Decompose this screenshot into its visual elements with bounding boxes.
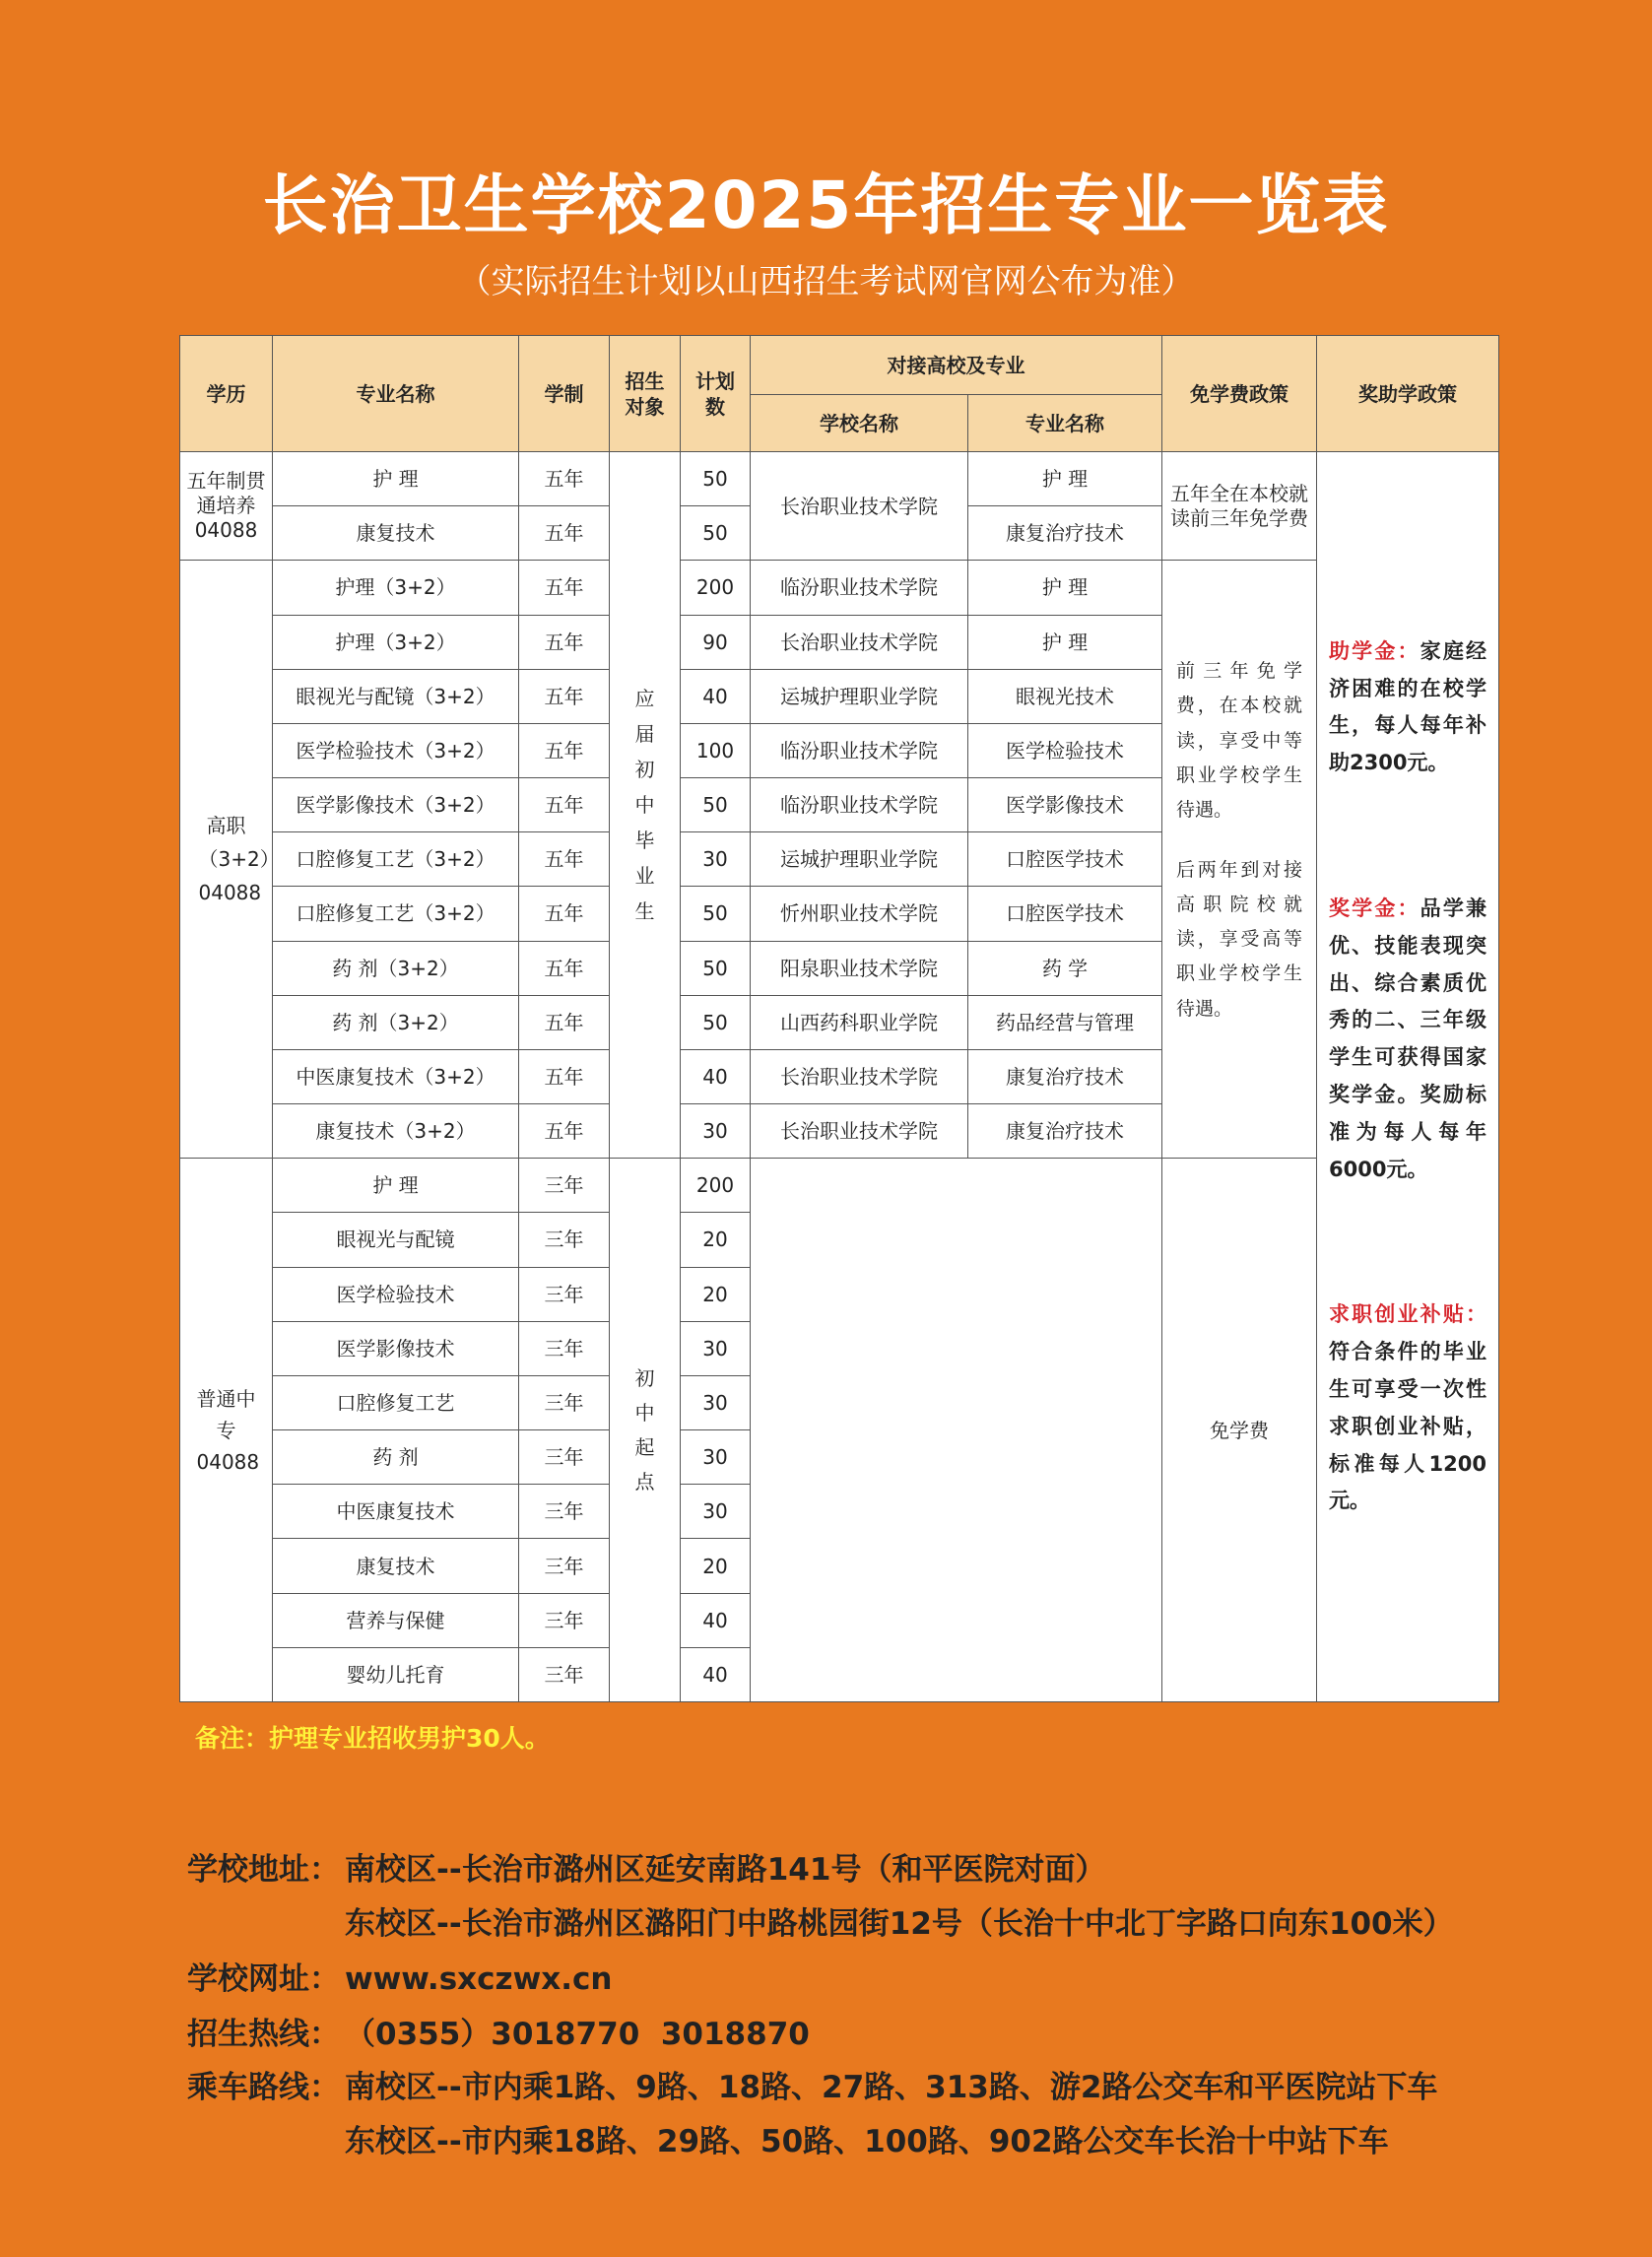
years-cell: 五年 <box>519 778 610 832</box>
partner-major-cell: 口腔医学技术 <box>968 832 1162 887</box>
years-cell: 五年 <box>519 832 610 887</box>
target-cell: 应届初中毕业生 <box>610 452 681 1159</box>
bus-line-1 <box>187 2062 1437 2106</box>
years-cell: 五年 <box>519 669 610 723</box>
website-label: 学校网址： <box>187 1961 340 1997</box>
partner-major-cell: 药品经营与管理 <box>968 995 1162 1049</box>
school-cell: 临汾职业技术学院 <box>751 723 968 777</box>
plan-cell: 30 <box>681 1104 751 1159</box>
plan-cell: 40 <box>681 1593 751 1647</box>
hotline-line <box>187 2009 810 2053</box>
school-cell: 长治职业技术学院 <box>751 615 968 669</box>
years-cell: 三年 <box>519 1430 610 1485</box>
years-cell: 三年 <box>519 1647 610 1701</box>
partner-major-cell: 康复治疗技术 <box>968 1049 1162 1103</box>
partner-major-cell: 护 理 <box>968 561 1162 615</box>
plan-cell: 50 <box>681 887 751 941</box>
plan-cell: 50 <box>681 778 751 832</box>
major-cell: 口腔修复工艺（3+2） <box>273 887 519 941</box>
header-partner: 对接高校及专业 <box>751 336 1162 395</box>
plan-cell: 50 <box>681 506 751 561</box>
major-cell: 康复技术 <box>273 506 519 561</box>
header-school: 学校名称 <box>751 395 968 452</box>
page-subtitle: （实际招生计划以山西招生考试网官网公布为准） <box>457 262 1195 301</box>
years-cell: 五年 <box>519 723 610 777</box>
header-length: 学制 <box>519 336 610 452</box>
plan-cell: 30 <box>681 1430 751 1485</box>
address-line-1 <box>187 1844 1105 1889</box>
header-partner-major: 专业名称 <box>968 395 1162 452</box>
major-cell: 医学检验技术（3+2） <box>273 723 519 777</box>
years-cell: 三年 <box>519 1213 610 1267</box>
major-cell: 康复技术（3+2） <box>273 1104 519 1159</box>
website-link[interactable]: www.sxczwx.cn <box>345 1961 613 1997</box>
school-cell: 山西药科职业学院 <box>751 995 968 1049</box>
years-cell: 五年 <box>519 506 610 561</box>
years-cell: 三年 <box>519 1159 610 1213</box>
free-policy-cell: 五年全在本校就读前三年免学费 <box>1162 452 1317 561</box>
plan-cell: 40 <box>681 1647 751 1701</box>
major-cell: 护理（3+2） <box>273 615 519 669</box>
years-cell: 三年 <box>519 1485 610 1539</box>
enrollment-table <box>179 335 1499 1702</box>
address-label: 学校地址： <box>187 1852 340 1888</box>
plan-cell: 50 <box>681 995 751 1049</box>
plan-cell: 100 <box>681 723 751 777</box>
years-cell: 五年 <box>519 1049 610 1103</box>
partner-major-cell: 护 理 <box>968 452 1162 506</box>
major-cell: 口腔修复工艺（3+2） <box>273 832 519 887</box>
years-cell: 五年 <box>519 615 610 669</box>
plan-cell: 200 <box>681 561 751 615</box>
bus-east: 东校区--市内乘18路、29路、50路、100路、902路公交车长治十中站下车 <box>345 2124 1389 2159</box>
plan-cell: 20 <box>681 1267 751 1321</box>
plan-cell: 50 <box>681 941 751 995</box>
plan-cell: 40 <box>681 669 751 723</box>
plan-cell: 90 <box>681 615 751 669</box>
free-policy-cell: 前三年免学费，在本校就读，享受中等职业学校学生待遇。 后两年到对接高职院校就读，享受高等职业学校学生待遇。 <box>1162 561 1317 1159</box>
address-south: 南校区--长治市潞州区延安南路141号（和平医院对面） <box>345 1852 1106 1888</box>
group-label: 高职（3+2）04088 <box>180 561 273 1159</box>
major-cell: 医学影像技术 <box>273 1321 519 1375</box>
partner-major-cell: 护 理 <box>968 615 1162 669</box>
plan-cell: 20 <box>681 1539 751 1593</box>
plan-cell: 50 <box>681 452 751 506</box>
major-cell: 护 理 <box>273 452 519 506</box>
years-cell: 五年 <box>519 995 610 1049</box>
address-line-2 <box>187 1898 1454 1943</box>
partner-major-cell: 康复治疗技术 <box>968 1104 1162 1159</box>
major-cell: 药 剂（3+2） <box>273 941 519 995</box>
page-title: 长治卫生学校2025年招生专业一览表 <box>262 167 1390 243</box>
target-cell: 初中起点 <box>610 1159 681 1702</box>
partner-major-cell: 医学检验技术 <box>968 723 1162 777</box>
header-major: 专业名称 <box>273 336 519 452</box>
free-policy-cell: 免学费 <box>1162 1159 1317 1702</box>
major-cell: 中医康复技术 <box>273 1485 519 1539</box>
header-plan: 计划数 <box>681 336 751 452</box>
group-label: 普通中专04088 <box>180 1159 273 1702</box>
address-east: 东校区--长治市潞州区潞阳门中路桃园街12号（长治十中北丁字路口向东100米） <box>345 1906 1454 1942</box>
school-cell: 临汾职业技术学院 <box>751 561 968 615</box>
plan-cell: 30 <box>681 1375 751 1429</box>
major-cell: 药 剂（3+2） <box>273 995 519 1049</box>
major-cell: 护 理 <box>273 1159 519 1213</box>
major-cell: 医学影像技术（3+2） <box>273 778 519 832</box>
years-cell: 五年 <box>519 1104 610 1159</box>
header-free: 免学费政策 <box>1162 336 1317 452</box>
school-cell: 忻州职业技术学院 <box>751 887 968 941</box>
plan-cell: 40 <box>681 1049 751 1103</box>
plan-cell: 30 <box>681 1321 751 1375</box>
school-cell: 长治职业技术学院 <box>751 452 968 561</box>
school-cell: 阳泉职业技术学院 <box>751 941 968 995</box>
years-cell: 五年 <box>519 887 610 941</box>
partner-major-cell: 医学影像技术 <box>968 778 1162 832</box>
plan-cell: 200 <box>681 1159 751 1213</box>
major-cell: 营养与保健 <box>273 1593 519 1647</box>
school-cell: 运城护理职业学院 <box>751 832 968 887</box>
bus-label: 乘车路线： <box>187 2070 340 2105</box>
header-edu: 学历 <box>180 336 273 452</box>
school-cell: 运城护理职业学院 <box>751 669 968 723</box>
partner-major-cell: 眼视光技术 <box>968 669 1162 723</box>
header-target: 招生对象 <box>610 336 681 452</box>
website-line <box>187 1954 612 1998</box>
major-cell: 中医康复技术（3+2） <box>273 1049 519 1103</box>
major-cell: 护理（3+2） <box>273 561 519 615</box>
major-cell: 康复技术 <box>273 1539 519 1593</box>
school-cell: 临汾职业技术学院 <box>751 778 968 832</box>
partner-major-cell: 康复治疗技术 <box>968 506 1162 561</box>
hotline-number: （0355）3018770 3018870 <box>345 2017 810 2052</box>
school-cell: 长治职业技术学院 <box>751 1049 968 1103</box>
aid-policy-cell: 助学金：家庭经济困难的在校学生，每人每年补助2300元。 奖学金：品学兼优、技能表现突出、综合素质优秀的二、三年级学生可获得国家奖学金。奖励标准为每人每年6000元。 求职创业补贴：符合条件的毕业生可享受一次性求职创业补贴，标准每人1200元。 <box>1317 452 1499 1702</box>
years-cell: 五年 <box>519 452 610 506</box>
partner-major-cell: 口腔医学技术 <box>968 887 1162 941</box>
years-cell: 五年 <box>519 941 610 995</box>
years-cell: 三年 <box>519 1267 610 1321</box>
bus-line-2 <box>187 2116 1389 2160</box>
partner-major-cell: 药 学 <box>968 941 1162 995</box>
major-cell: 婴幼儿托育 <box>273 1647 519 1701</box>
years-cell: 三年 <box>519 1539 610 1593</box>
plan-cell: 20 <box>681 1213 751 1267</box>
years-cell: 三年 <box>519 1593 610 1647</box>
note-text: 备注：护理专业招收男护30人。 <box>195 1724 550 1753</box>
header-aid: 奖助学政策 <box>1317 336 1499 452</box>
group-label: 五年制贯通培养04088 <box>180 452 273 561</box>
years-cell: 三年 <box>519 1375 610 1429</box>
major-cell: 眼视光与配镜（3+2） <box>273 669 519 723</box>
years-cell: 五年 <box>519 561 610 615</box>
empty-partner-cell <box>751 1159 1162 1702</box>
years-cell: 三年 <box>519 1321 610 1375</box>
major-cell: 口腔修复工艺 <box>273 1375 519 1429</box>
bus-south: 南校区--市内乘1路、9路、18路、27路、313路、游2路公交车和平医院站下车 <box>345 2070 1438 2105</box>
major-cell: 眼视光与配镜 <box>273 1213 519 1267</box>
hotline-label: 招生热线： <box>187 2017 340 2052</box>
school-cell: 长治职业技术学院 <box>751 1104 968 1159</box>
plan-cell: 30 <box>681 1485 751 1539</box>
major-cell: 药 剂 <box>273 1430 519 1485</box>
plan-cell: 30 <box>681 832 751 887</box>
major-cell: 医学检验技术 <box>273 1267 519 1321</box>
